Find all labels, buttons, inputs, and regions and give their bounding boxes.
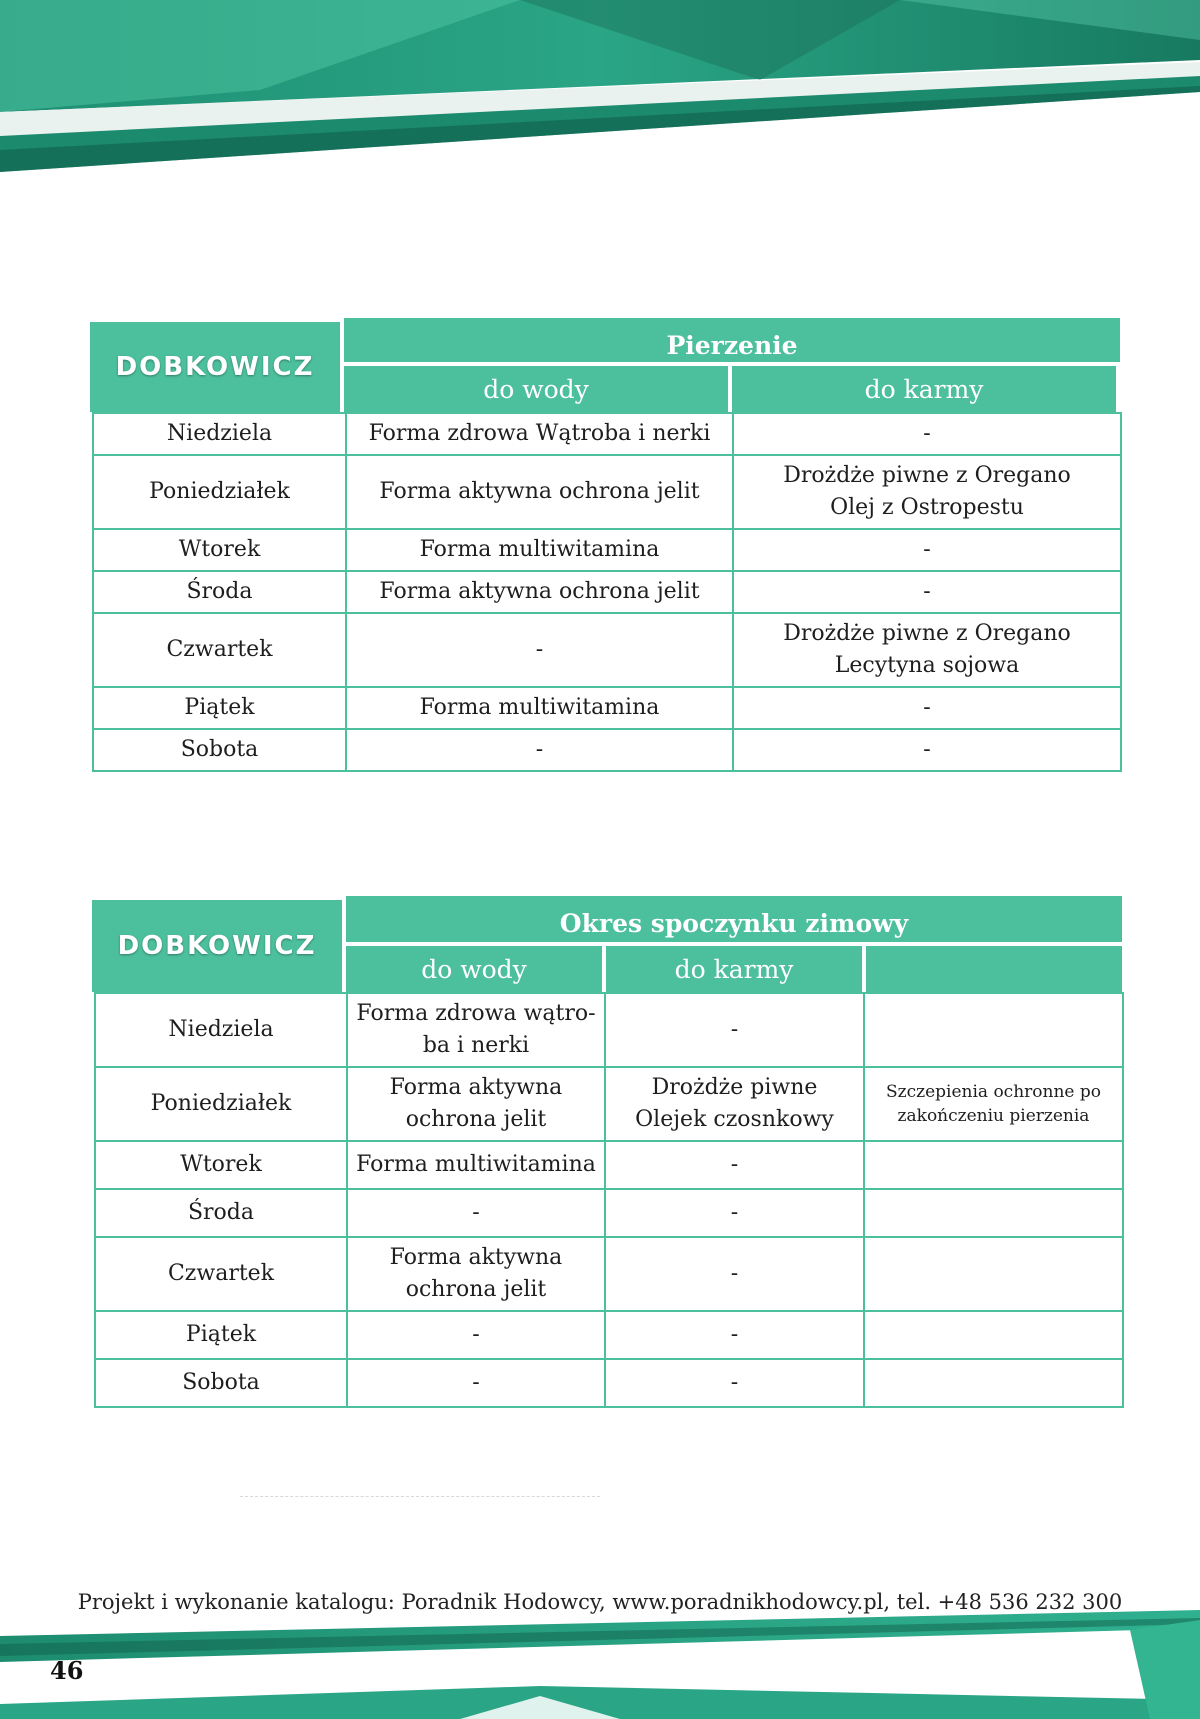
day-cell: Czwartek bbox=[93, 613, 346, 687]
day-cell: Czwartek bbox=[95, 1237, 347, 1311]
table2-col-water: do wody bbox=[346, 946, 602, 992]
feed-cell: Drożdże piwne z Oregano Lecytyna sojowa bbox=[733, 613, 1121, 687]
water-cell: - bbox=[346, 729, 733, 771]
table-row bbox=[93, 687, 1121, 729]
day-cell: Poniedziałek bbox=[93, 455, 346, 529]
table1-body bbox=[92, 412, 1122, 772]
water-cell: - bbox=[347, 1359, 605, 1407]
header-banner bbox=[0, 0, 1200, 190]
water-cell: Forma aktywna ochrona jelit bbox=[346, 455, 733, 529]
day-cell: Środa bbox=[93, 571, 346, 613]
table1-logo bbox=[90, 322, 340, 412]
water-cell: Forma zdrowa wątro- ba i nerki bbox=[347, 993, 605, 1067]
water-cell: - bbox=[347, 1311, 605, 1359]
note-cell bbox=[864, 1141, 1123, 1189]
table1-col-feed: do karmy bbox=[732, 366, 1116, 412]
divider bbox=[240, 1496, 600, 1497]
table2-title: Okres spoczynku zimowy bbox=[346, 896, 1122, 942]
table-row bbox=[95, 1189, 1123, 1237]
table-row bbox=[93, 413, 1121, 455]
day-cell: Poniedziałek bbox=[95, 1067, 347, 1141]
table2-col-feed: do karmy bbox=[606, 946, 862, 992]
table-row bbox=[95, 1311, 1123, 1359]
day-cell: Piątek bbox=[95, 1311, 347, 1359]
table-row bbox=[95, 1067, 1123, 1141]
feed-cell: - bbox=[605, 1189, 864, 1237]
feed-cell: Drożdże piwne Olejek czosnkowy bbox=[605, 1067, 864, 1141]
feed-cell: - bbox=[733, 529, 1121, 571]
day-cell: Wtorek bbox=[95, 1141, 347, 1189]
water-cell: Forma multiwitamina bbox=[347, 1141, 605, 1189]
note-cell bbox=[864, 1189, 1123, 1237]
water-cell: Forma aktywna ochrona jelit bbox=[346, 571, 733, 613]
feed-cell: - bbox=[733, 413, 1121, 455]
water-cell: Forma aktywna ochrona jelit bbox=[347, 1237, 605, 1311]
water-cell: Forma multiwitamina bbox=[346, 687, 733, 729]
water-cell: Forma aktywna ochrona jelit bbox=[347, 1067, 605, 1141]
table1-col-water: do wody bbox=[344, 366, 728, 412]
water-cell: - bbox=[347, 1189, 605, 1237]
day-cell: Sobota bbox=[95, 1359, 347, 1407]
table-row bbox=[93, 455, 1121, 529]
table-row bbox=[93, 571, 1121, 613]
day-cell: Niedziela bbox=[93, 413, 346, 455]
day-cell: Sobota bbox=[93, 729, 346, 771]
feed-cell: - bbox=[605, 1141, 864, 1189]
table-row bbox=[93, 529, 1121, 571]
day-cell: Piątek bbox=[93, 687, 346, 729]
note-cell: Szczepienia ochronne po zakończeniu pierzenia bbox=[864, 1067, 1123, 1141]
page-number: 46 bbox=[50, 1656, 84, 1685]
note-cell bbox=[864, 1237, 1123, 1311]
feed-cell: - bbox=[605, 1359, 864, 1407]
note-cell bbox=[864, 1359, 1123, 1407]
water-cell: Forma zdrowa Wątroba i nerki bbox=[346, 413, 733, 455]
water-cell: Forma multiwitamina bbox=[346, 529, 733, 571]
logo-text: DOBKOWICZ bbox=[117, 931, 317, 961]
footer-banner bbox=[0, 1600, 1200, 1719]
table2-logo bbox=[92, 900, 342, 992]
footer-credit: Projekt i wykonanie katalogu: Poradnik Hodowcy, www.poradnikhodowcy.pl, tel. +48 536 232 300 bbox=[77, 1590, 1123, 1614]
day-cell: Wtorek bbox=[93, 529, 346, 571]
table-row bbox=[93, 613, 1121, 687]
note-cell bbox=[864, 993, 1123, 1067]
note-cell bbox=[864, 1311, 1123, 1359]
feed-cell: - bbox=[605, 1311, 864, 1359]
feed-cell: - bbox=[733, 729, 1121, 771]
feed-cell: - bbox=[733, 571, 1121, 613]
water-cell: - bbox=[346, 613, 733, 687]
day-cell: Niedziela bbox=[95, 993, 347, 1067]
table-row bbox=[95, 1141, 1123, 1189]
table2-body bbox=[94, 992, 1124, 1408]
table-row bbox=[95, 1237, 1123, 1311]
table-row bbox=[93, 729, 1121, 771]
logo-text: DOBKOWICZ bbox=[115, 352, 315, 382]
table1-title: Pierzenie bbox=[344, 318, 1120, 362]
feed-cell: - bbox=[733, 687, 1121, 729]
table2-col-notes bbox=[866, 946, 1122, 992]
table-row bbox=[95, 993, 1123, 1067]
feed-cell: - bbox=[605, 1237, 864, 1311]
table-row bbox=[95, 1359, 1123, 1407]
feed-cell: Drożdże piwne z Oregano Olej z Ostropestu bbox=[733, 455, 1121, 529]
day-cell: Środa bbox=[95, 1189, 347, 1237]
feed-cell: - bbox=[605, 993, 864, 1067]
